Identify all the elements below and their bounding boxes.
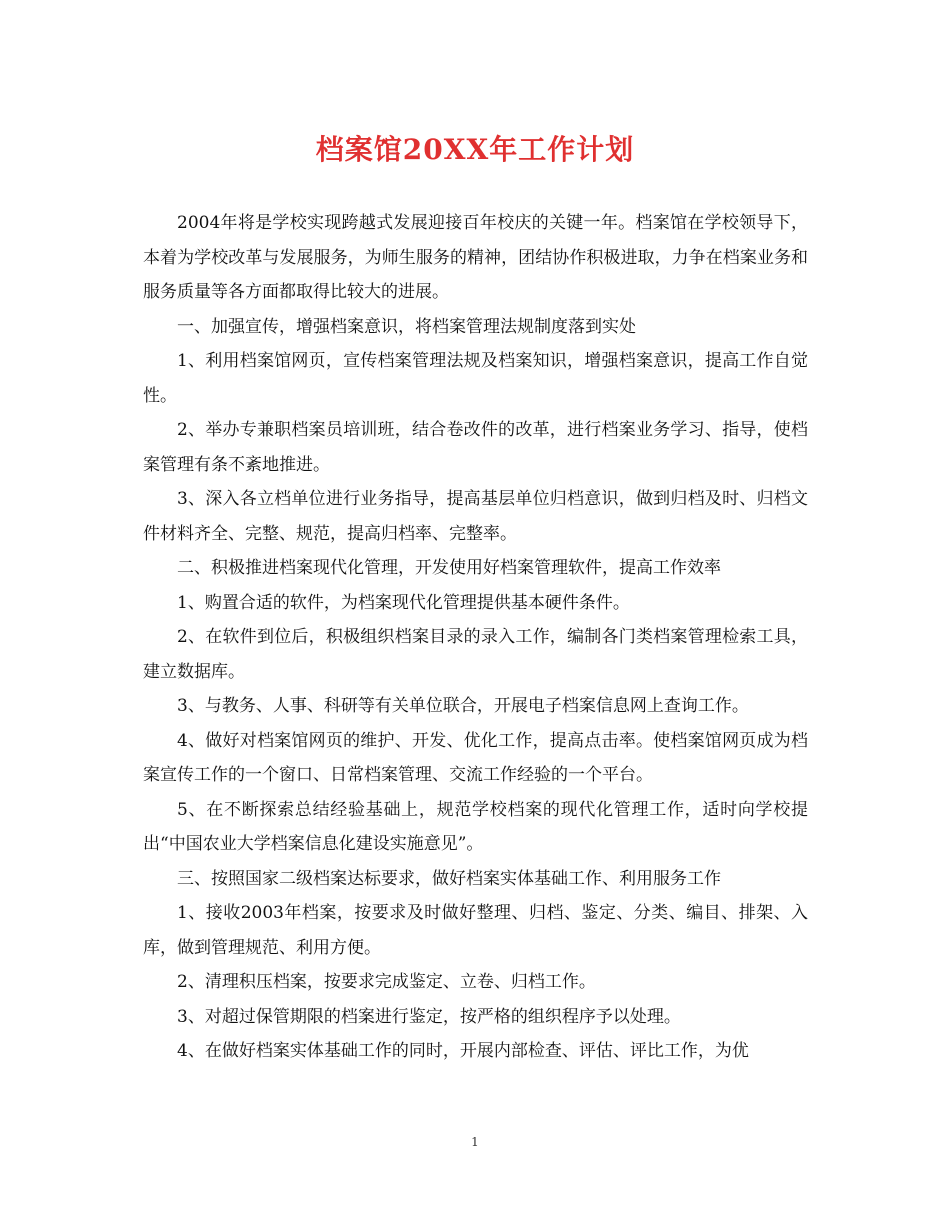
- section-3-item-4: 4、在做好档案实体基础工作的同时，开展内部检查、评估、评比工作，为优: [177, 1041, 749, 1061]
- intro-paragraph: 2004年将是学校实现跨越式发展迎接百年校庆的关键一年。档案馆在学校领导下，本着为学校改革与发展服务，为师生服务的精神，团结协作积极进取，力争在档案业务和服务质量等各方面都取得比较大的进展。: [143, 213, 808, 302]
- page-number: 1: [471, 1135, 479, 1149]
- document-body: [143, 206, 808, 1069]
- section-2-item-4: 4、做好对档案馆网页的维护、开发、优化工作，提高点击率。使档案馆网页成为档案宣传工作的一个窗口、日常档案管理、交流工作经验的一个平台。: [143, 730, 808, 785]
- section-1-item-2: 2、举办专兼职档案员培训班，结合卷改件的改革，进行档案业务学习、指导，使档案管理有条不紊地推进。: [143, 420, 808, 475]
- section-1-item-3: 3、深入各立档单位进行业务指导，提高基层单位归档意识，做到归档及时、归档文件材料齐全、完整、规范，提高归档率、完整率。: [143, 489, 808, 544]
- section-2-item-5: 5、在不断探索总结经验基础上，规范学校档案的现代化管理工作，适时向学校提出“中国农业大学档案信息化建设实施意见”。: [143, 799, 808, 854]
- section-2-item-1: 1、购置合适的软件，为档案现代化管理提供基本硬件条件。: [177, 592, 630, 613]
- document-title: 档案馆20XX年工作计划: [315, 133, 635, 166]
- section-3-item-3: 3、对超过保管期限的档案进行鉴定，按严格的组织程序予以处理。: [177, 1006, 681, 1027]
- section-heading-2: 二、积极推进档案现代化管理，开发使用好档案管理软件，提高工作效率: [177, 558, 721, 578]
- section-3-item-1: 1、接收2003年档案，按要求及时做好整理、归档、鉴定、分类、编目、排架、入库，做到管理规范、利用方便。: [143, 903, 808, 958]
- section-2-item-3: 3、与教务、人事、科研等有关单位联合，开展电子档案信息网上查询工作。: [177, 696, 749, 716]
- section-heading-3: 三、按照国家二级档案达标要求，做好档案实体基础工作、利用服务工作: [177, 868, 721, 889]
- section-3-item-2: 2、清理积压档案，按要求完成鉴定、立卷、归档工作。: [177, 972, 596, 992]
- section-2-item-2: 2、在软件到位后，积极组织档案目录的录入工作，编制各门类档案管理检索工具，建立数据库。: [143, 627, 808, 682]
- section-heading-1: 一、加强宣传，增强档案意识，将档案管理法规制度落到实处: [177, 316, 636, 337]
- section-1-item-1: 1、利用档案馆网页，宣传档案管理法规及档案知识，增强档案意识，提高工作自觉性。: [143, 351, 808, 406]
